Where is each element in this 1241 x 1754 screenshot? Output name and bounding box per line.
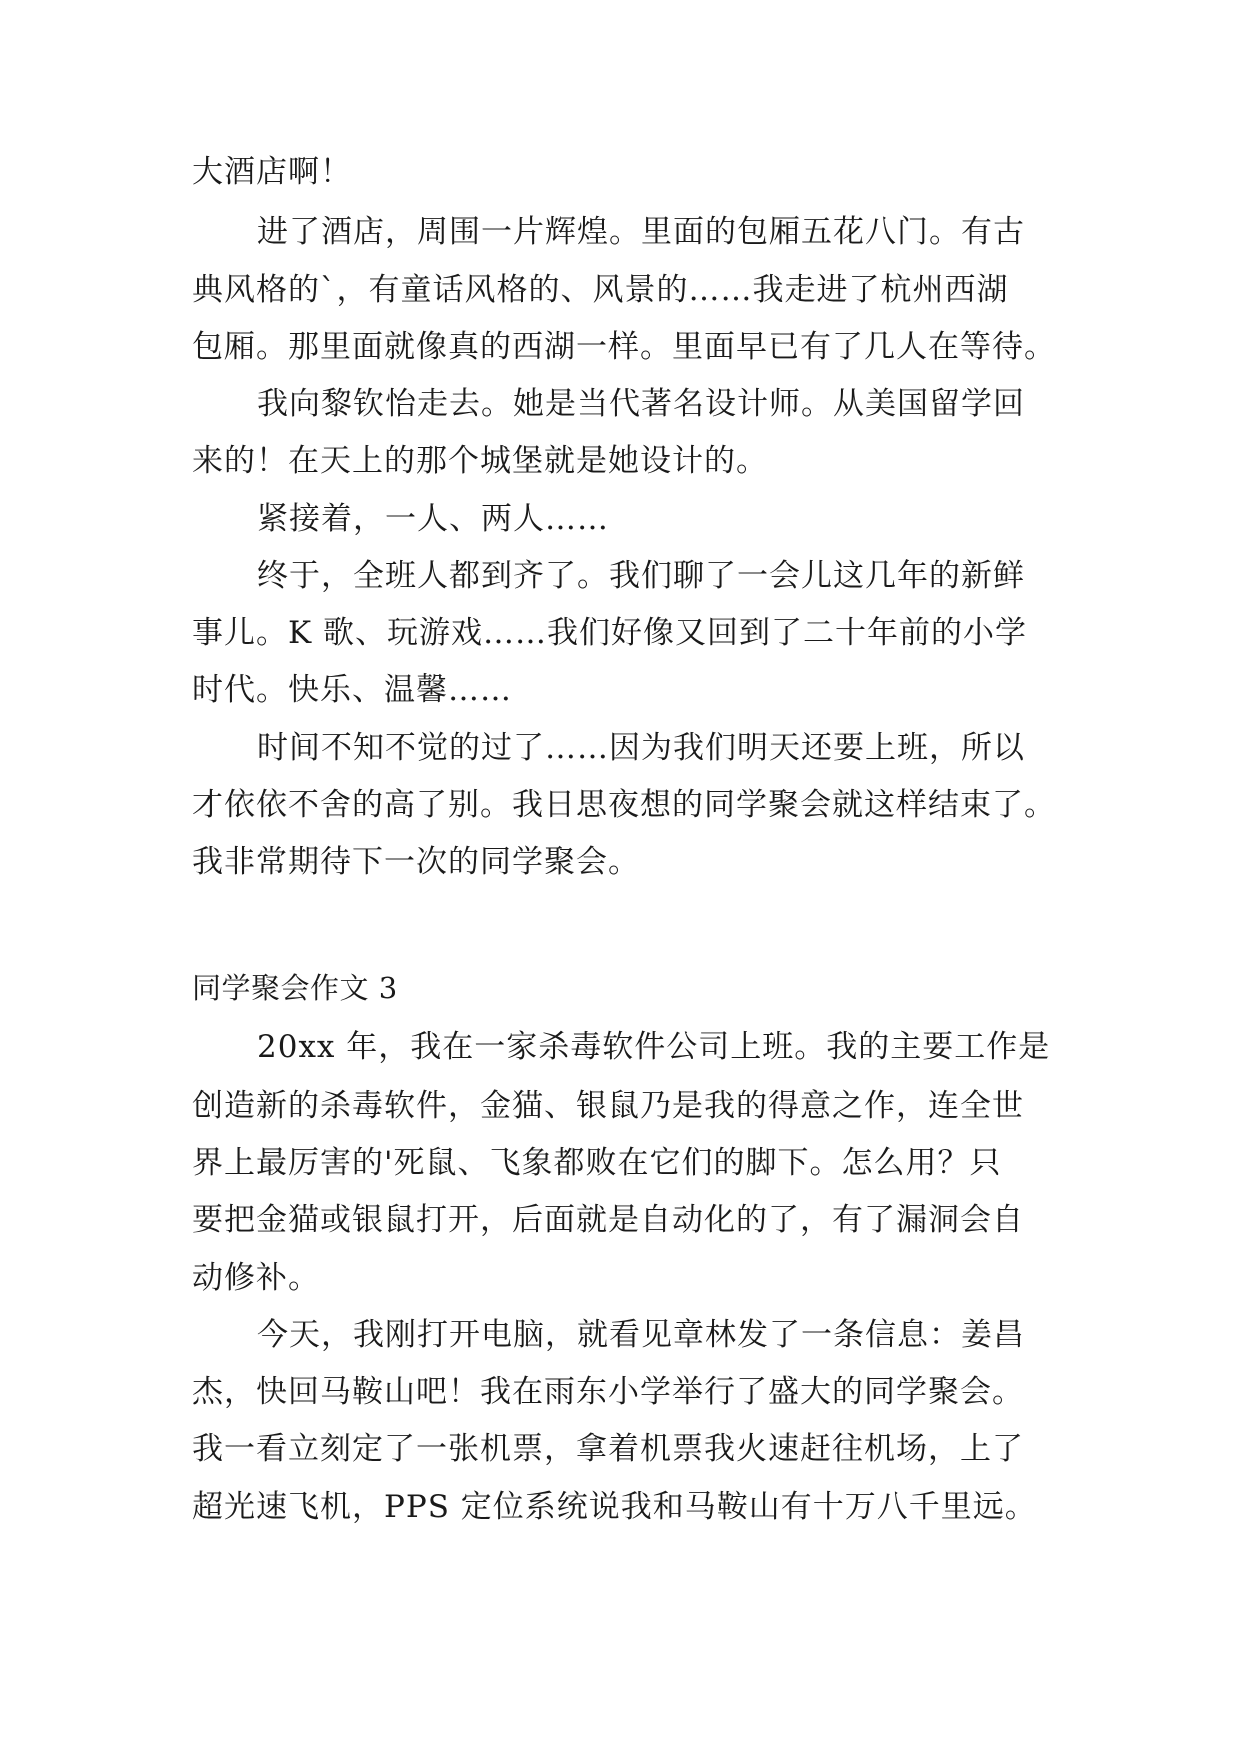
text-line: 大酒店啊！ bbox=[192, 154, 352, 190]
text-line: 事儿。K 歌、玩游戏……我们好像又回到了二十年前的小学 bbox=[192, 615, 1028, 651]
paragraph-start-line: 时间不知不觉的过了……因为我们明天还要上班，所以 bbox=[257, 730, 1025, 766]
text-line: 来的！在天上的那个城堡就是她设计的。 bbox=[192, 443, 768, 479]
text-line: 杰，快回马鞍山吧！我在雨东小学举行了盛大的同学聚会。 bbox=[192, 1374, 1024, 1410]
text-line: 界上最厉害的'死鼠、飞象都败在它们的脚下。怎么用？只 bbox=[192, 1145, 1002, 1181]
text-line: 我非常期待下一次的同学聚会。 bbox=[192, 844, 640, 880]
text-line: 才依依不舍的高了别。我日思夜想的同学聚会就这样结束了。 bbox=[192, 787, 1056, 823]
paragraph-start-line: 进了酒店，周围一片辉煌。里面的包厢五花八门。有古 bbox=[257, 214, 1025, 250]
text-line: 要把金猫或银鼠打开，后面就是自动化的了，有了漏洞会自 bbox=[192, 1202, 1024, 1238]
text-line: 典风格的`，有童话风格的、风景的……我走进了杭州西湖 bbox=[192, 272, 1009, 308]
text-line: 包厢。那里面就像真的西湖一样。里面早已有了几人在等待。 bbox=[192, 329, 1056, 365]
text-line: 时代。快乐、温馨…… bbox=[192, 672, 512, 708]
text-line: 我一看立刻定了一张机票，拿着机票我火速赶往机场，上了 bbox=[192, 1431, 1024, 1467]
paragraph-start-line: 20xx 年，我在一家杀毒软件公司上班。我的主要工作是 bbox=[257, 1029, 1051, 1065]
text-line: 动修补。 bbox=[192, 1260, 320, 1296]
paragraph-start-line: 今天，我刚打开电脑，就看见章林发了一条信息：姜昌 bbox=[257, 1317, 1025, 1353]
text-line: 创造新的杀毒软件，金猫、银鼠乃是我的得意之作，连全世 bbox=[192, 1088, 1024, 1124]
section-heading: 同学聚会作文 3 bbox=[192, 971, 398, 1005]
paragraph-start-line: 我向黎钦怡走去。她是当代著名设计师。从美国留学回 bbox=[257, 386, 1025, 422]
text-line: 超光速飞机，PPS 定位系统说我和马鞍山有十万八千里远。 bbox=[192, 1489, 1037, 1525]
paragraph-start-line: 终于，全班人都到齐了。我们聊了一会儿这几年的新鲜 bbox=[257, 558, 1025, 594]
paragraph-start-line: 紧接着，一人、两人…… bbox=[257, 501, 609, 537]
